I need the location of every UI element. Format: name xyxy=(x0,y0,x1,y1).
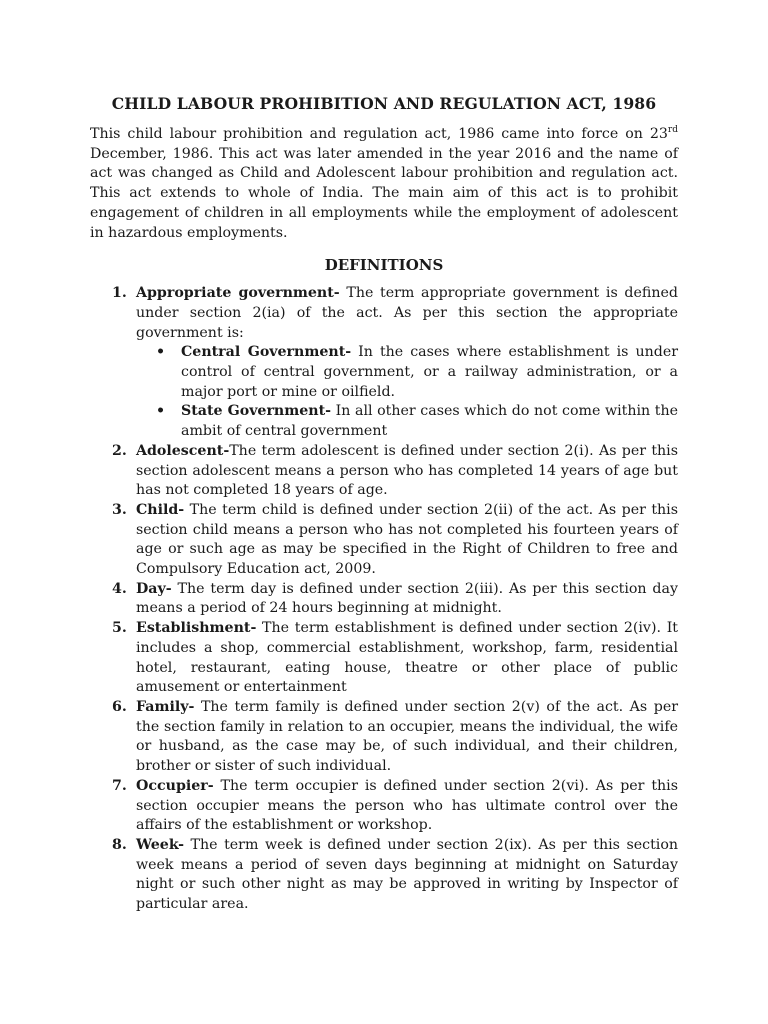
definition-item-week xyxy=(90,836,678,915)
definition-text: The term occupier is defined under section 2(vi). As per this section occupier means the person who has ultimate control over the affairs of the establishment or workshop. xyxy=(136,777,678,834)
definition-number: 5. xyxy=(112,620,127,637)
bullet-icon: • xyxy=(156,403,166,420)
definition-term: Family- xyxy=(136,698,195,715)
definition-text: The term family is defined under section 2(v) of the act. As per the section family in relation to an occupier, means the individual, the wife or husband, as the case may be, of such individual, and their children, brother or sister of such individual. xyxy=(136,698,678,775)
definition-item-establishment xyxy=(90,619,678,698)
definition-text: The term appropriate government is defined under section 2(ia) of the act. As per this section the appropriate government is: xyxy=(136,285,678,341)
definition-text: The term child is defined under section 2(ii) of the act. As per this section child means a person who has not completed his fourteen years of age or such age as may be specified in the Right of Children to free and Compulsory Education act, 2009. xyxy=(136,501,678,578)
definition-term: Child- xyxy=(136,501,185,518)
bullet-text: In all other cases which do not come within the ambit of central government xyxy=(181,403,678,440)
definition-number: 2. xyxy=(112,442,127,459)
definition-number: 6. xyxy=(112,698,127,715)
definition-text: The term day is defined under section 2(iii). As per this section day means a period of 24 hours beginning at midnight. xyxy=(136,580,678,617)
definition-term: Appropriate government- xyxy=(136,285,340,302)
bullet-item-central-government xyxy=(136,343,678,402)
bullet-item-state-government xyxy=(136,402,678,441)
definition-number: 8. xyxy=(112,836,127,853)
definition-item-family xyxy=(90,698,678,777)
document-title: CHILD LABOUR PROHIBITION AND REGULATION ACT, 1986 xyxy=(111,94,657,113)
bullet-term: Central Government- xyxy=(181,344,352,361)
intro-text-start: This child labour prohibition and regulation act, 1986 came into force on 23 xyxy=(90,126,668,142)
definition-text: The term establishment is defined under section 2(iv). It includes a shop, commercial establishment, workshop, farm, residential hotel, restaurant, eating house, theatre or other place of public amusement or entertainment xyxy=(136,620,678,696)
definition-term: Adolescent- xyxy=(136,442,230,459)
bullet-term: State Government- xyxy=(181,403,332,420)
definition-number: 7. xyxy=(112,777,127,794)
definition-text: The term adolescent is defined under section 2(i). As per this section adolescent means a person who has completed 14 years of age but has not completed 18 years of age. xyxy=(136,442,678,499)
definition-number: 3. xyxy=(112,501,127,518)
intro-text-rest: December, 1986. This act was later amended in the year 2016 and the name of act was changed as Child and Adolescent labour prohibition and regulation act. This act extends to whole of India. The main aim of this act is to prohibit engagement of children in all employments while the employment of adolescent in hazardous employments. xyxy=(90,145,678,241)
definition-item-appropriate-government xyxy=(90,284,678,442)
definition-number: 4. xyxy=(112,580,127,597)
date-ordinal-suffix: rd xyxy=(667,125,678,135)
definition-term: Day- xyxy=(136,580,172,597)
bullet-text: In the cases where establishment is under control of central government, or a railway administration, or a major port or mine or oilfield. xyxy=(181,344,678,400)
definition-term: Establishment- xyxy=(136,620,257,637)
government-types-list xyxy=(136,343,678,442)
definition-text: The term week is defined under section 2(ix). As per this section week means a period of seven days beginning at midnight on Saturday night or such other night as may be approved in writing by Inspector of particular area. xyxy=(136,836,678,913)
definitions-heading: DEFINITIONS xyxy=(324,256,444,275)
definition-item-occupier xyxy=(90,777,678,836)
definition-term: Occupier- xyxy=(136,777,214,794)
definitions-list xyxy=(90,284,678,915)
definition-item-child xyxy=(90,501,678,580)
bullet-icon: • xyxy=(156,344,166,361)
definition-item-adolescent xyxy=(90,442,678,501)
definition-term: Week- xyxy=(136,836,184,853)
definition-item-day xyxy=(90,580,678,619)
definition-number: 1. xyxy=(112,285,127,302)
intro-paragraph xyxy=(90,125,678,243)
